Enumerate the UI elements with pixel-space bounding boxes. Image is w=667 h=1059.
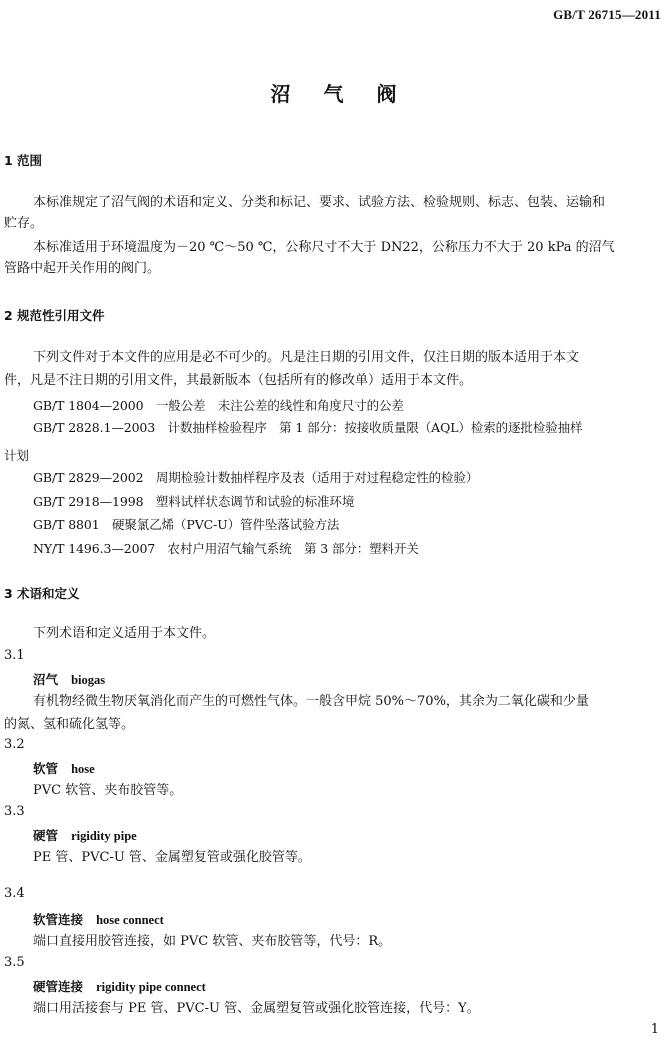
term-number: 3.4: [4, 886, 25, 901]
term-en: hose connect: [96, 913, 164, 927]
term-number: 3.5: [4, 955, 25, 970]
term-heading: [33, 977, 206, 995]
reference-item-continuation: 计划: [4, 448, 29, 463]
term-definition-line-1: 端口直接用胶管连接，如 PVC 软管、夹布胶管等，代号：R。: [33, 934, 392, 949]
term-number: 3.3: [4, 804, 25, 819]
term-en: rigidity pipe connect: [96, 980, 206, 994]
term-definition-line-1: PE 管、PVC-U 管、金属塑复管或强化胶管等。: [33, 850, 311, 865]
standard-number: GB/T 26715—2011: [553, 7, 661, 22]
section-1-paragraph-2-line-1: 本标准适用于环境温度为－20 ℃～50 ℃，公称尺寸不大于 DN22，公称压力不大于 20 kPa 的沼气: [33, 240, 615, 255]
section-1-heading: 1 范围: [4, 153, 43, 168]
reference-item: GB/T 2828.1—2003 计数抽样检验程序 第 1 部分：按接收质量限（AQL）检索的逐批检验抽样: [33, 420, 583, 435]
term-en: hose: [71, 762, 95, 776]
term-zh: 硬管连接: [33, 979, 84, 994]
term-definition-line-2: 的氮、氢和硫化氢等。: [4, 717, 135, 732]
term-en: rigidity pipe: [71, 829, 137, 843]
term-definition-line-1: 端口用活接套与 PE 管、PVC-U 管、金属塑复管或强化胶管连接，代号：Y。: [33, 1001, 480, 1016]
section-1-paragraph-1-line-2: 贮存。: [4, 216, 44, 231]
term-definition-line-1: 有机物经微生物厌氧消化而产生的可燃性气体。一般含甲烷 50%～70%，其余为二氧化碳和少量: [33, 694, 589, 709]
term-en: biogas: [71, 673, 106, 687]
reference-item: NY/T 1496.3—2007 农村户用沼气输气系统 第 3 部分：塑料开关: [33, 541, 419, 556]
term-zh: 沼气: [33, 672, 59, 687]
page-number: 1: [650, 1022, 659, 1037]
term-heading: [33, 759, 95, 777]
term-zh: 软管: [33, 761, 59, 776]
section-2-intro-line-2: 件，凡是不注日期的引用文件，其最新版本（包括所有的修改单）适用于本文件。: [4, 373, 473, 388]
section-1-paragraph-1-line-1: 本标准规定了沼气阀的术语和定义、分类和标记、要求、试验方法、检验规则、标志、包装、运输和: [33, 195, 606, 210]
term-zh: 软管连接: [33, 912, 84, 927]
term-zh: 硬管: [33, 828, 59, 843]
term-definition-line-1: PVC 软管、夹布胶管等。: [33, 783, 183, 798]
section-1-paragraph-2-line-2: 管路中起开关作用的阀门。: [4, 261, 161, 276]
reference-item: GB/T 2829—2002 周期检验计数抽样程序及表（适用于对过程稳定性的检验）: [33, 470, 479, 485]
page-title: 沼 气 阀: [270, 82, 397, 106]
term-number: 3.2: [4, 737, 25, 752]
term-heading: [33, 826, 137, 844]
section-3-heading: 3 术语和定义: [4, 586, 80, 601]
section-2-heading: 2 规范性引用文件: [4, 308, 105, 323]
term-heading: [33, 910, 164, 928]
term-number: 3.1: [4, 648, 25, 663]
reference-item: GB/T 1804—2000 一般公差 未注公差的线性和角度尺寸的公差: [33, 398, 404, 413]
reference-item: GB/T 8801 硬聚氯乙烯（PVC-U）管件坠落试验方法: [33, 517, 340, 532]
reference-item: GB/T 2918—1998 塑料试样状态调节和试验的标准环境: [33, 494, 355, 509]
section-2-intro-line-1: 下列文件对于本文件的应用是必不可少的。凡是注日期的引用文件，仅注日期的版本适用于本文: [33, 350, 580, 365]
term-heading: [33, 670, 105, 688]
section-3-intro: 下列术语和定义适用于本文件。: [33, 626, 216, 641]
